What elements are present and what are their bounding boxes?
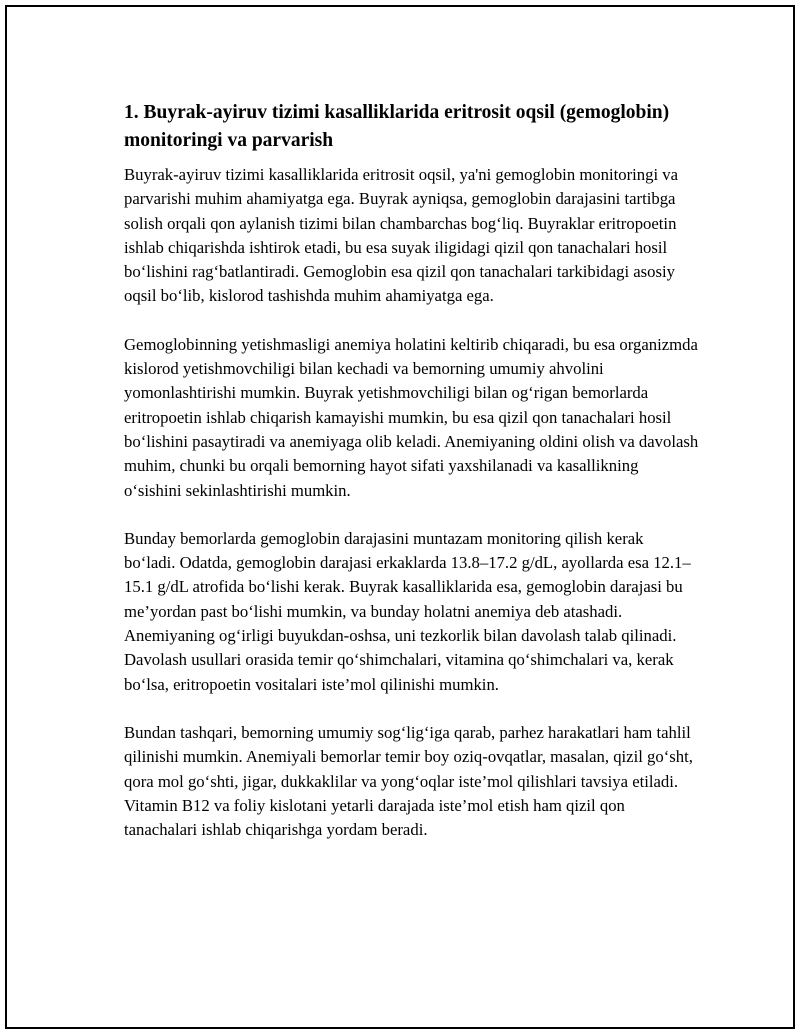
page-frame — [5, 5, 795, 1029]
document-title: 1. Buyrak-ayiruv tizimi kasalliklarida eritrosit oqsil (gemoglobin) monitoringi va parvarish — [124, 102, 670, 151]
paragraph-4: Bundan tashqari, bemorning umumiy sog‘lig‘iga qarab, parhez harakatlari ham tahlil qilinishi mumkin. Anemiyali bemorlar temir boy oziq-ovqatlar, masalan, qizil go‘sht, qora mol go‘shti, jigar, dukkaklilar va yong‘oqlar iste’mol qilishlari tavsiya etiladi. Vitamin B12 va foliy kislotani yetarli darajada iste’mol etish ham qizil qon tanachalari ishlab chiqarishga yordam beradi. — [124, 722, 693, 840]
paragraph-3: Bunday bemorlarda gemoglobin darajasini muntazam monitoring qilish kerak bo‘ladi. Odatda, gemoglobin darajasi erkaklarda 13.8–17.2 g/dL, ayollarda esa 12.1–15.1 g/dL atrofida bo‘lishi kerak. Buyrak kasalliklarida esa, gemoglobin darajasi bu me’yordan past bo‘lishi mumkin, va bunday holatni anemiya deb atashadi. Anemiyaning og‘irligi buyukdan-oshsa, uni tezkorlik bilan davolash talab qilinadi. Davolash usullari orasida temir qo‘shimchalari, vitamina qo‘shimchalari va, kerak bo‘lsa, eritropoetin vositalari iste’mol qilinishi mumkin. — [124, 528, 691, 694]
paragraph-2: Gemoglobinning yetishmasligi anemiya holatini keltirib chiqaradi, bu esa organizmda kislorod yetishmovchiligi bilan kechadi va bemorning umumiy ahvolini yomonlashtirishi mumkin. Buyrak yetishmovchiligi bilan og‘rigan bemorlarda eritropoetin ishlab chiqarish kamayishi mumkin, bu esa qizil qon tanachalari hosil bo‘lishini pasaytiradi va anemiyaga olib keladi. Anemiyaning oldini olish va davolash muhim, chunki bu orqali bemorning hayot sifati yaxshilanadi va kasallikning o‘sishini sekinlashtirishi mumkin. — [124, 334, 699, 500]
paragraph-1: Buyrak-ayiruv tizimi kasalliklarida eritrosit oqsil, ya'ni gemoglobin monitoringi va parvarishi muhim ahamiyatga ega. Buyrak ayniqsa, gemoglobin darajasini tartibga solish orqali qon aylanish tizimi bilan chambarchas bog‘liq. Buyraklar eritropoetin ishlab chiqarishda ishtirok etadi, bu esa suyak iligidagi qizil qon tanachalari hosil bo‘lishini rag‘batlantiradi. Gemoglobin esa qizil qon tanachalari tarkibidagi asosiy oqsil bo‘lib, kislorod tashishda muhim ahamiyatga ega. — [124, 165, 679, 306]
document-body — [124, 99, 699, 842]
